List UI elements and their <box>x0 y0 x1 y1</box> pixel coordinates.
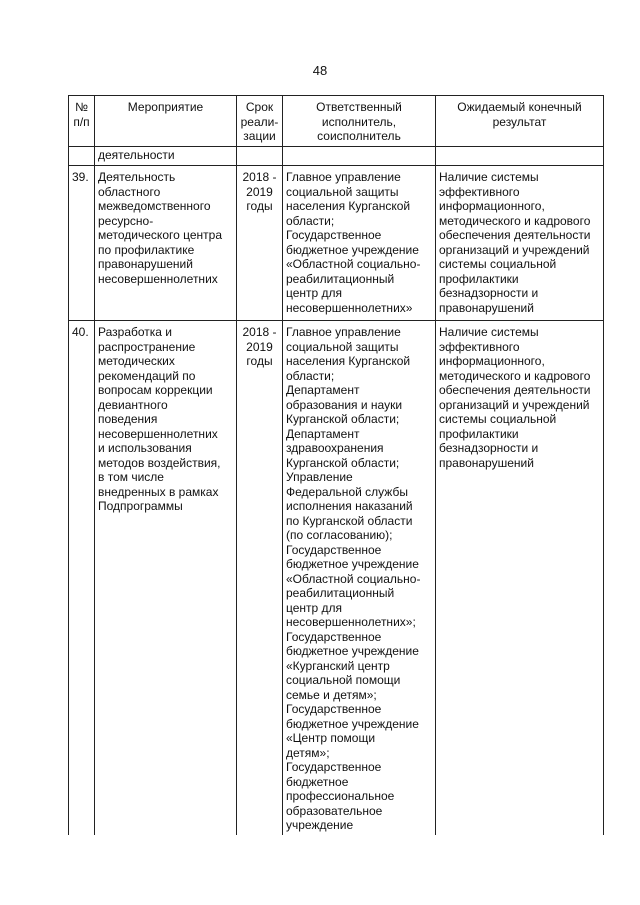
cell-line: населения Курганской <box>286 199 411 213</box>
cell-line: информационного, <box>439 199 545 213</box>
cell-line: правонарушений <box>439 455 534 470</box>
cell-line: «Центр помощи <box>286 731 376 745</box>
cell-line: Департамент <box>286 426 360 441</box>
measures-table <box>68 95 604 835</box>
cell-line: системы социальной <box>439 257 557 271</box>
cell-line: вопросам коррекции <box>98 383 213 397</box>
cell-line: организаций и учреждений <box>439 397 590 412</box>
cell-line: поведения <box>98 412 158 426</box>
cell-line: Государственное <box>286 702 382 716</box>
cell-line: Курганской области; <box>286 412 400 426</box>
cell-line: бюджетное учреждение <box>286 557 419 571</box>
cell-line: методических <box>98 354 175 368</box>
cell-line: Разработка и <box>98 325 172 339</box>
header-result: Ожидаемый конечный результат <box>436 96 604 147</box>
cell-responsible <box>283 166 436 321</box>
cell-line: 2019 <box>246 184 273 199</box>
cell-line: годы <box>246 354 273 368</box>
cell-line: безнадзорности и <box>439 441 539 455</box>
cell-line: Государственное <box>286 228 382 242</box>
cell-line: Курганской области; <box>286 455 400 470</box>
cell-line: образования и науки <box>286 397 403 412</box>
table-row-continuation <box>69 146 604 166</box>
cell-line: социальной помощи <box>286 673 401 687</box>
cell-line: социальной защиты <box>286 339 399 354</box>
cell-line: области; <box>286 213 335 228</box>
cell-line: Федеральной службы <box>286 484 408 499</box>
cell-term <box>237 146 283 166</box>
cell-line: несовершеннолетних»; <box>286 615 416 629</box>
cell-line: социальной защиты <box>286 184 399 199</box>
cell-line: реабилитационный <box>286 271 395 286</box>
cell-line: бюджетное учреждение <box>286 716 419 731</box>
cell-line: области; <box>286 368 335 383</box>
cell-line: правонарушений <box>98 257 193 271</box>
header-term: Срок реали- зации <box>237 96 283 147</box>
cell-line: девиантного <box>98 397 168 412</box>
header-responsible: Ответственный исполнитель, соисполнитель <box>283 96 436 147</box>
cell-line: методического центра <box>98 228 222 242</box>
cell-responsible <box>283 321 436 835</box>
cell-line: Наличие системы <box>439 170 539 184</box>
cell-line: детям»; <box>286 745 330 760</box>
cell-num <box>69 146 95 166</box>
cell-line: Управление <box>286 470 353 484</box>
cell-line: Наличие системы <box>439 325 539 339</box>
cell-line: по профилактике <box>98 242 195 257</box>
cell-line: информационного, <box>439 354 545 368</box>
cell-line: методов воздействия, <box>98 455 221 470</box>
cell-line: «Областной социально- <box>286 571 421 586</box>
cell-line: бюджетное учреждение <box>286 242 419 257</box>
cell-line: Государственное <box>286 760 382 774</box>
cell-line: Департамент <box>286 383 360 397</box>
cell-line: по Курганской области <box>286 513 413 528</box>
cell-term <box>237 166 283 321</box>
cell-line: «Курганский центр <box>286 658 390 673</box>
cell-line: «Областной социально- <box>286 257 421 271</box>
cell-num: 39. <box>69 166 95 321</box>
cell-line: исполнения наказаний <box>286 499 413 513</box>
cell-line: областного <box>98 184 161 199</box>
cell-line: несовершеннолетних <box>98 426 218 441</box>
cell-line: распространение <box>98 339 196 354</box>
cell-line: 2019 <box>246 339 273 354</box>
cell-action <box>95 166 237 321</box>
cell-result <box>436 321 604 835</box>
table-header-row <box>69 96 604 147</box>
cell-line: ресурсно- <box>98 213 154 228</box>
cell-line: Деятельность <box>98 170 176 184</box>
cell-result <box>436 146 604 166</box>
cell-line: Подпрограммы <box>98 499 183 513</box>
cell-action: деятельности <box>95 146 237 166</box>
header-action: Мероприятие <box>95 96 237 147</box>
cell-responsible <box>283 146 436 166</box>
cell-line: семье и детям»; <box>286 687 377 702</box>
cell-line: правонарушений <box>439 300 534 315</box>
cell-line: профессиональное <box>286 789 395 803</box>
cell-line: обеспечения деятельности <box>439 383 591 397</box>
cell-line: эффективного <box>439 184 520 199</box>
cell-line: методического и кадрового <box>439 368 591 383</box>
cell-line: бюджетное <box>286 774 349 789</box>
cell-line: 2018 - <box>242 170 277 184</box>
cell-line: Государственное <box>286 629 382 644</box>
cell-line: годы <box>246 199 273 213</box>
cell-line: 2018 - <box>242 325 277 339</box>
cell-line: бюджетное учреждение <box>286 644 419 658</box>
cell-line: эффективного <box>439 339 520 354</box>
cell-line: (по согласованию); <box>286 528 393 542</box>
cell-line: системы социальной <box>439 412 557 426</box>
cell-line: рекомендаций по <box>98 368 196 383</box>
cell-line: образовательное <box>286 803 383 818</box>
page-number: 48 <box>312 63 328 78</box>
cell-num: 40. <box>69 321 95 835</box>
header-num: № п/п <box>69 96 95 147</box>
cell-line: несовершеннолетних» <box>286 300 413 315</box>
cell-line: методического и кадрового <box>439 213 591 228</box>
cell-line: и использования <box>98 441 192 455</box>
cell-line: Главное управление <box>286 170 401 184</box>
cell-line: профилактики <box>439 271 519 286</box>
cell-line: центр для <box>286 600 343 615</box>
cell-line: населения Курганской <box>286 354 411 368</box>
cell-line: в том числе <box>98 470 164 484</box>
cell-line: безнадзорности и <box>439 286 539 300</box>
cell-line: здравоохранения <box>286 441 384 455</box>
cell-line: Главное управление <box>286 325 401 339</box>
cell-line: обеспечения деятельности <box>439 228 591 242</box>
cell-line: учреждение <box>286 818 354 832</box>
table-row <box>69 166 604 321</box>
cell-line: несовершеннолетних <box>98 271 218 286</box>
cell-line: внедренных в рамках <box>98 484 219 499</box>
cell-line: организаций и учреждений <box>439 242 590 257</box>
cell-action <box>95 321 237 835</box>
cell-result <box>436 166 604 321</box>
cell-term <box>237 321 283 835</box>
cell-line: центр для <box>286 286 343 300</box>
cell-line: межведомственного <box>98 199 211 213</box>
cell-line: профилактики <box>439 426 519 441</box>
cell-line: Государственное <box>286 542 382 557</box>
table-row <box>69 321 604 835</box>
cell-line: реабилитационный <box>286 586 395 600</box>
